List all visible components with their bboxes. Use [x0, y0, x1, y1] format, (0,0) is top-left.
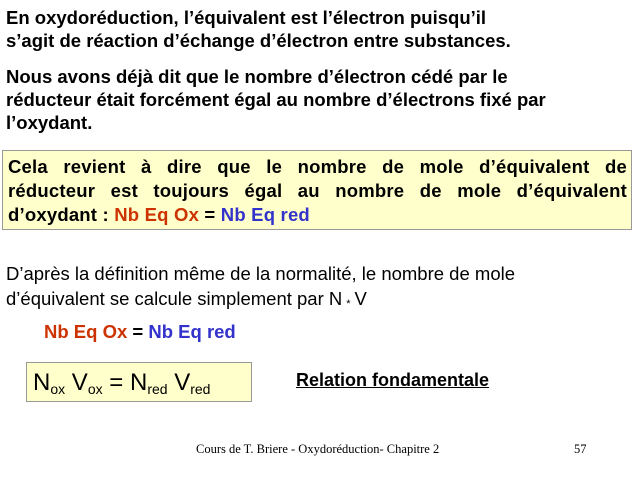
formula-v-red: V	[167, 369, 191, 396]
page-number: 57	[574, 442, 587, 456]
intro-line-2: s’agit de réaction d’échange d’électron entre substances.	[6, 30, 511, 51]
normality-line-2-prefix: d’équivalent se calcule simplement par N	[6, 288, 343, 309]
normality-line-1: D’après la définition même de la normalité, le nombre de mole	[6, 263, 516, 284]
formula-sub-ox-2: ox	[87, 381, 103, 397]
eq-equals-sign: =	[127, 321, 149, 342]
highlight-line-3	[8, 204, 310, 225]
formula-sub-red-2: red	[190, 381, 211, 397]
fundamental-formula-box	[26, 362, 252, 402]
nb-eq-ox-term: Nb Eq Ox	[114, 204, 200, 225]
eq-ox-term: Nb Eq Ox	[44, 321, 128, 342]
highlight-line-1: Cela revient à dire que le nombre de mole d’équivalent de	[8, 156, 627, 177]
footer-text: Cours de T. Briere - Oxydoréduction- Chapitre 2	[196, 442, 440, 456]
formula-equals-n-red: = N	[102, 369, 148, 396]
highlight-line-3-prefix: d’oxydant :	[8, 204, 115, 225]
relation-label: Relation fondamentale	[296, 370, 490, 390]
normality-line-2	[6, 286, 636, 317]
balance-line-3: l’oxydant.	[6, 112, 93, 133]
formula-n-ox: N	[33, 369, 51, 396]
eq-red-term: Nb Eq red	[148, 321, 236, 342]
balance-line-2: réducteur était forcément égal au nombre d’électrons fixé par	[6, 89, 546, 110]
intro-line-1: En oxydoréduction, l’équivalent est l’électron puisqu’il	[6, 7, 487, 28]
electron-balance-paragraph	[6, 65, 636, 134]
formula-v-ox: V	[65, 369, 88, 396]
intro-paragraph	[6, 6, 636, 52]
balance-line-1: Nous avons déjà dit que le nombre d’électron cédé par le	[6, 66, 508, 87]
formula-sub-red-1: red	[147, 381, 168, 397]
nb-eq-red-term: Nb Eq red	[220, 204, 310, 225]
highlight-box	[2, 150, 632, 230]
normality-paragraph	[6, 261, 636, 317]
normality-line-2-suffix: V	[354, 288, 367, 309]
multiply-star: *	[346, 298, 351, 310]
equals-sign: =	[199, 204, 221, 225]
formula-sub-ox-1: ox	[50, 381, 66, 397]
highlight-line-2: réducteur est toujours égal au nombre de mole d’équivalent	[8, 180, 627, 201]
equivalence-equation	[44, 321, 236, 343]
